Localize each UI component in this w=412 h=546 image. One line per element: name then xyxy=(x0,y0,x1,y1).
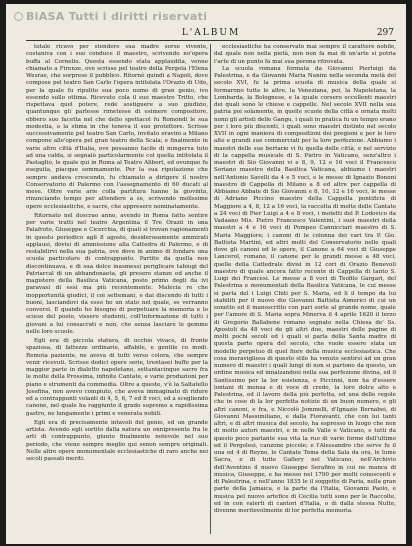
paragraph: totale ricavo per stendere sua madre sorse vivente, costaniva con i suo conduce il maestro, scrivendo no'opera buffa al Cornelio. Questa essendo stata applaudita, venne chiamato a Firenze, ove scrisse pel teatro della Pergola l'Elena Wesrae, che sorprese il pubblico. Ritornò quindi a Napoli, dove compose pel teatro San Carlo l'opera intitolata l'Orazio di Udo, per la quale fu ripulito sua poco nomo di gran genio, ivo essendo sullo ottima. Ricevuto cola il suo maestro Tritto, che rispettava quel potere, rede sostiguere a suo giudizio, quantunque gli parlesse rimetesse di esimere compositore, ebbero suo facetta nel che dello spettacol fu Romondi le sua modestia, o la stima in che teneva il suo protettore. Scrisse successivamente pel teatro San Carlo, invitato eravini a Milano compone alle'opera pel gran teatro della Scala; e finalmente in varie altre città d'Italia, ove possanno facile di mingerva tuto ad una calda, si segnalò particolarmente col quella intitolata il Pastaglio, le quale qui in Roma al Teatro Alibert, ed ovunque fu eseguita, piacque sommamente. Per la sua riputazione che sempre andava crescendo, fu chiamato a dirigere il nostro Conservatorio di Palermo con l'assegnamento di 60 ducati al mese. Oltre varie arie colla partitura hanno la giovinta, rinunciando tempo per attendere a se, scrivendo molissime opere ecclesiastiche, e sacre, che appresero nominatamente. xyxy=(26,44,208,210)
watermark-text: BiASA Tutti i diritti riservati xyxy=(26,10,208,23)
running-header xyxy=(26,28,396,41)
paragraph: Ritornato nel doscrao anno, avendo in Roma fatto sentire per varie tratti nel teatro Argentina il Tre Orazii in una Palafroto, Giuseppe e Cicerchia, di quali si trovan ragionamenti in questo periodico agli 8 agosto, desiderosamente ammirati applausi, dovisi di ammissione alla Cattedra di Palermo, e di restabilirvi nella sua patria, ove dove in animo di fondare una scuola particolare di contrappunto. Partito da quella non discontinuava, e di sua dolce inasmessi periglicare tabiugi del Patriarcal di un abbandonaeta, gli presero stanze ed anche il magistero della Basilica Vaticana, posto primo degli da ivi paravasi di essi ma più recentemente. Malecia re che inopportunità giudici, il coi settemani, e dai discendo di tutti i buoni, lasciandovi da esso ho un stato nel quale, se verranno conversi. E quando ho bisogno di perpetuare la memoria e lo scieso del posto, vissero studenti, coll'informazione di tutti i giovani a lui consacrati e non, che senza lasciare le gemme nelle loro scuole. xyxy=(26,212,208,335)
column-divider xyxy=(210,44,211,534)
page-number: 297 xyxy=(376,28,394,38)
scanned-page xyxy=(6,4,406,544)
paragraph: Egli era di precisamente intavoli del genio, ed un grande artista. Avendo egli sortito dalla natura un onnipresente fra le arti di contrappunto, giunto finalmente notevole nel suo periodo, che viene sempre meglio qui senon sempre originali. Nelle altre opere monumentale ecclesiastiche di raro anche nei secoli passati meriti. xyxy=(26,419,208,462)
left-column xyxy=(26,44,208,536)
paragraph: ecclesiastiche ha conservato mai sempre il carattere nobile, dal quale non nella pietà, non non fa mai di un'arte si potria l'arte di un punto fa mai sua perona ritrovata. xyxy=(214,44,396,65)
paragraph: Egli era di piccola statura, di occhio vivace, di fronte spaziosa, di fattezze ordinarie, affabile, e gentile co modi. Remota paziente, ne aveva di tutti verso colora, che sempre venir ricevuti. Scrisse dodici opere serie, trentasei buffe per la maggior parte in dialetto napoletano, settantacinque sacre fra le molte della Prossima, infinite Cantate, e varie produzioni per piano e strumenti da commedia. Oltre a queste, v'è la Saltatello Josefina, non avevo compiuto, che aveva immaginato di ridure ed a contrappunti volanti di 4, 5, 6, 7 ed 8 voci, ed a scegliendo canone, nel quale ha raggiunto il grado supremo a rapidissima gastro, ne lungamente i primi e venerata nobili. xyxy=(26,338,208,417)
paragraph: La scuola romana formata da Giovanni Pierluigi da Palestrina, e da Giovanni Maria Nanini nella seconda metà del secolo XVI, fu la prima scuola di musica della quale si formarono tutte le altre, la Veneziana, poi, la Napoletana, la Lombarda, la Bolognese, e la quale corsero eccellenti maestri dei quali sono le chiese e cappelle. Nel secolo XVII nella sua patria poi solamente, in quelle scuole della città e ornata molti nomi gli artisti delle Gangu, i quali in pratica fu un tempo erano per i loro più discenti, i quali sono maestri distinto nel secolo XVII in ogni maniera di compositioni dei pregioni e per le loro alte e grandi sue commerciali per la loro perfezione. Abbiamo i maestri delle sue bertarie vi fu quella delle città, e nel servizio di la cappella musicale di S. Pietro in Vaticano, senz'altro i maestri di Sio Giovanni vi e 8, 9, 12 e 16 voci il Francesco Soriano maestro della Basilica Vaticana, abbiamo i maestri nell'Antonio Savelli da 4 e 5 voci, e le messe di Ignazio Bononi maestro di Cappella di Milano a 8 ed altre per cappella di Abbiamo Abbate di Sio Giovanni e 8, 10, 12 e 16 voci, le messe di Adriano Piccino maestro della Cappella pontificia di Maggiore a 4, 8, 12 a 16 voci, la raccolta di molte delle Cantate a 24 voci di Pier Luigi a 4 e 8 voci, i motetti del P. Lodovico da Vadaano Mis. Pietro Francesco Valentini, i suoi maestri della maestri a 4 e 16 voci di Pompeo Cannicciari maestro di S. Maria Maggiore; i canoni di le colonna dei vari tra P. Gio. Battista Martini, ed altri molti del Conservatorio nelle quali dove gli canoni ed le opere, il Canone a 64 voci di Giuseppe Lancerol, romano, il canone per le grandi messe a 48 voci, quelle della Cattedrale divisi in 12 cori di Orazio Benevoli maestro di quale ancora fatto recente di Cappella di tanto S. Luigi dei Francesi. Le messe a 8 voci di Teofilo Gargari, del Palestrina e monumentali della Basilica Vaticana, le cui messe si parla del i Luigi Chiti per S. Maria, ed li il tempo da lui stabiliti per il nuovo dio Giovanni Battista Aimerici di cui un sonetto ed il manoscritto con pari sorte al grande nome, quale per l'amore di S. Maria sopra Minerva il 4 aprile 1620 il terzo di Gregorio Ballabene romano segnato nella Chiesa de' Ss. Apostoli da 48 voci de gli altri due, maestri delle pagine di molti pochi secoli ed i quali si parla della Santa madre di questa parte opera del secolo, che vuole essere stata un modello perpetuo di quel fiore della musica ecclesiastica. Che cosa meravigliosa di questo stile ha venuto sentirsi ad un gran numero di maestri i quali lungi di non si partono da questo, un ordine musica ed innalzandosi nella sua perfezione divina, ed il Santissimo per la lor esistenza, e Piccinni, non ha d'essere lontani di mensa e di voce di credo, la loro dolce alto e Palestrina, ed il lavoro della più perfetta, ed una delle regole che in cose di la lor perfetta notizie di un buon numero, e gli altri canoni, e fra, e Niccolò Jommelli, d'Ignazio Bernabei, di Giovanni Massimiliano, e dalla Fioravanti, che con lui tanti altri, e di altri musica del secolo, ha espresso in luogo che non di molto autori maestri, e in nelle Valle e Vaticano, e tutti da questo poco parlante sua vita la ruo di varie forme dell'ultimo ed il Pergolesi, canzone piccole; e l'Alessandro che serve fu il una ed 4 di Reyno, le Cantate Tema della Sala da ora, le lume Sacra, e di tutte Gallery nel Vaticano, nell'Archivio dell'Aventino il nuovo Giuseppe Serafino in cui ne manca di musica, Giuseppe, e ha messo nel 1790 per molti conoscenti e di Palestrina, e nell'anno 1835 le il soggetto di Paria, nella gran parte della Jamaica, e la parte da l'Italia, Giovanni Paolo, e musica pel nuovo artefice di Cecilia tutti sono per le Raccolte, ed in con valerti di cantori d'Italia, o di dalla stessa Nutte, divenne meritevolmente di lor perfetta memoria. xyxy=(214,65,396,514)
header-title: L'ALBUM xyxy=(181,28,241,38)
watermark xyxy=(14,10,207,23)
copyright-icon xyxy=(14,12,23,21)
right-column xyxy=(214,44,396,536)
